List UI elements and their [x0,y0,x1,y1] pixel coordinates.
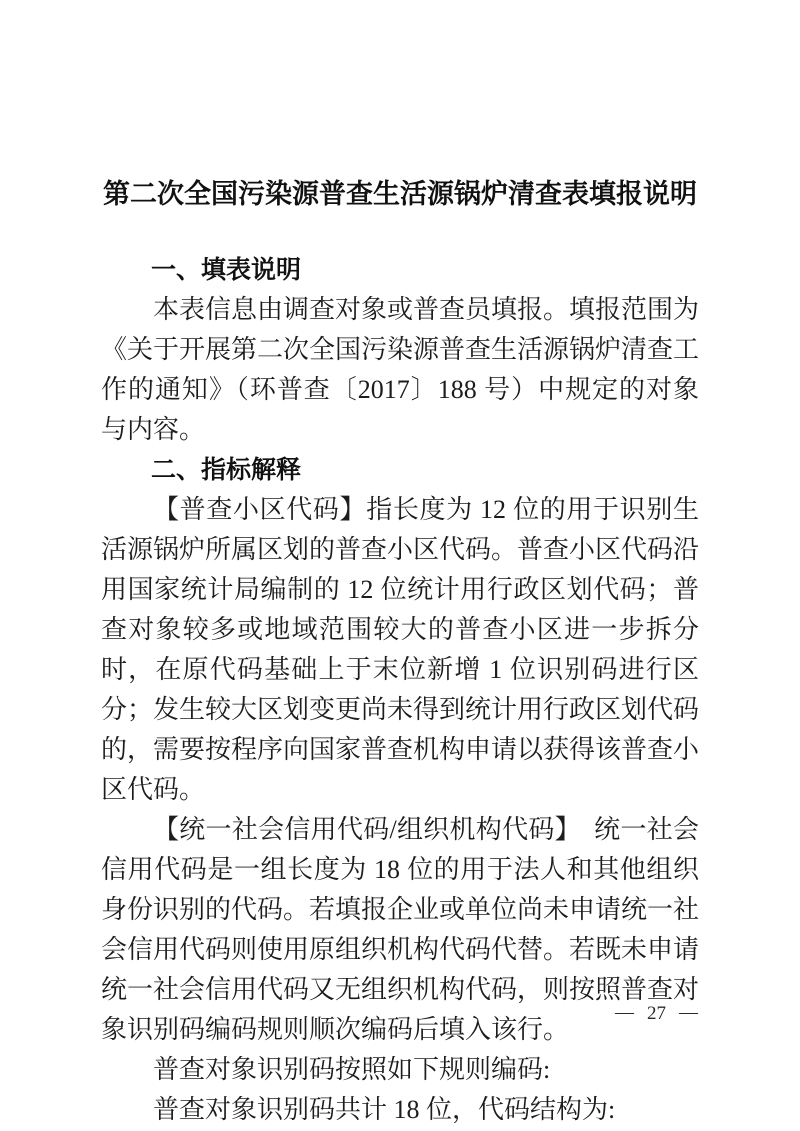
footer-dash-left: — [615,1002,634,1023]
page-footer [615,1002,698,1026]
document-title: 第二次全国污染源普查生活源锅炉清查表填报说明 [103,179,697,209]
section-1-paragraph-1: 本表信息由调查对象或普查员填报。填报范围为《关于开展第二次全国污染源普查生活源锅炉清查工作的通知》（环普查〔2017〕188 号）中规定的对象与内容。 [101,295,700,444]
document-body [101,250,699,1130]
section-2-paragraph-4: 普查对象识别码共计 18 位，代码结构为: [153,1095,616,1124]
section-2-heading: 二、指标解释 [151,456,302,484]
section-2-paragraph-1: 【普查小区代码】指长度为 12 位的用于识别生活源锅炉所属区划的普查小区代码。普查小区代码沿用国家统计局编制的 12 位统计用行政区划代码；普查对象较多或地域范围较大的普查小区进一步拆分时，在原代码基础上于末位新增 1 位识别码进行区分；发生较大区划变更尚未得到统计用行政区划代码的，需要按程序向国家普查机构申请以获得该普查小区代码。 [101,495,700,804]
footer-dash-right: — [679,1002,698,1023]
section-1-heading: 一、填表说明 [151,256,302,284]
section-2-paragraph-3: 普查对象识别码按照如下规则编码: [153,1055,551,1084]
section-2-paragraph-2: 【统一社会信用代码/组织机构代码】 统一社会信用代码是一组长度为 18 位的用于法人和其他组织身份识别的代码。若填报企业或单位尚未申请统一社会信用代码则使用原组织机构代码代替。若既未申请统一社会信用代码又无组织机构代码，则按照普查对象识别码编码规则顺次编码后填入该行。 [101,815,700,1044]
page-number: 27 [647,1003,666,1024]
